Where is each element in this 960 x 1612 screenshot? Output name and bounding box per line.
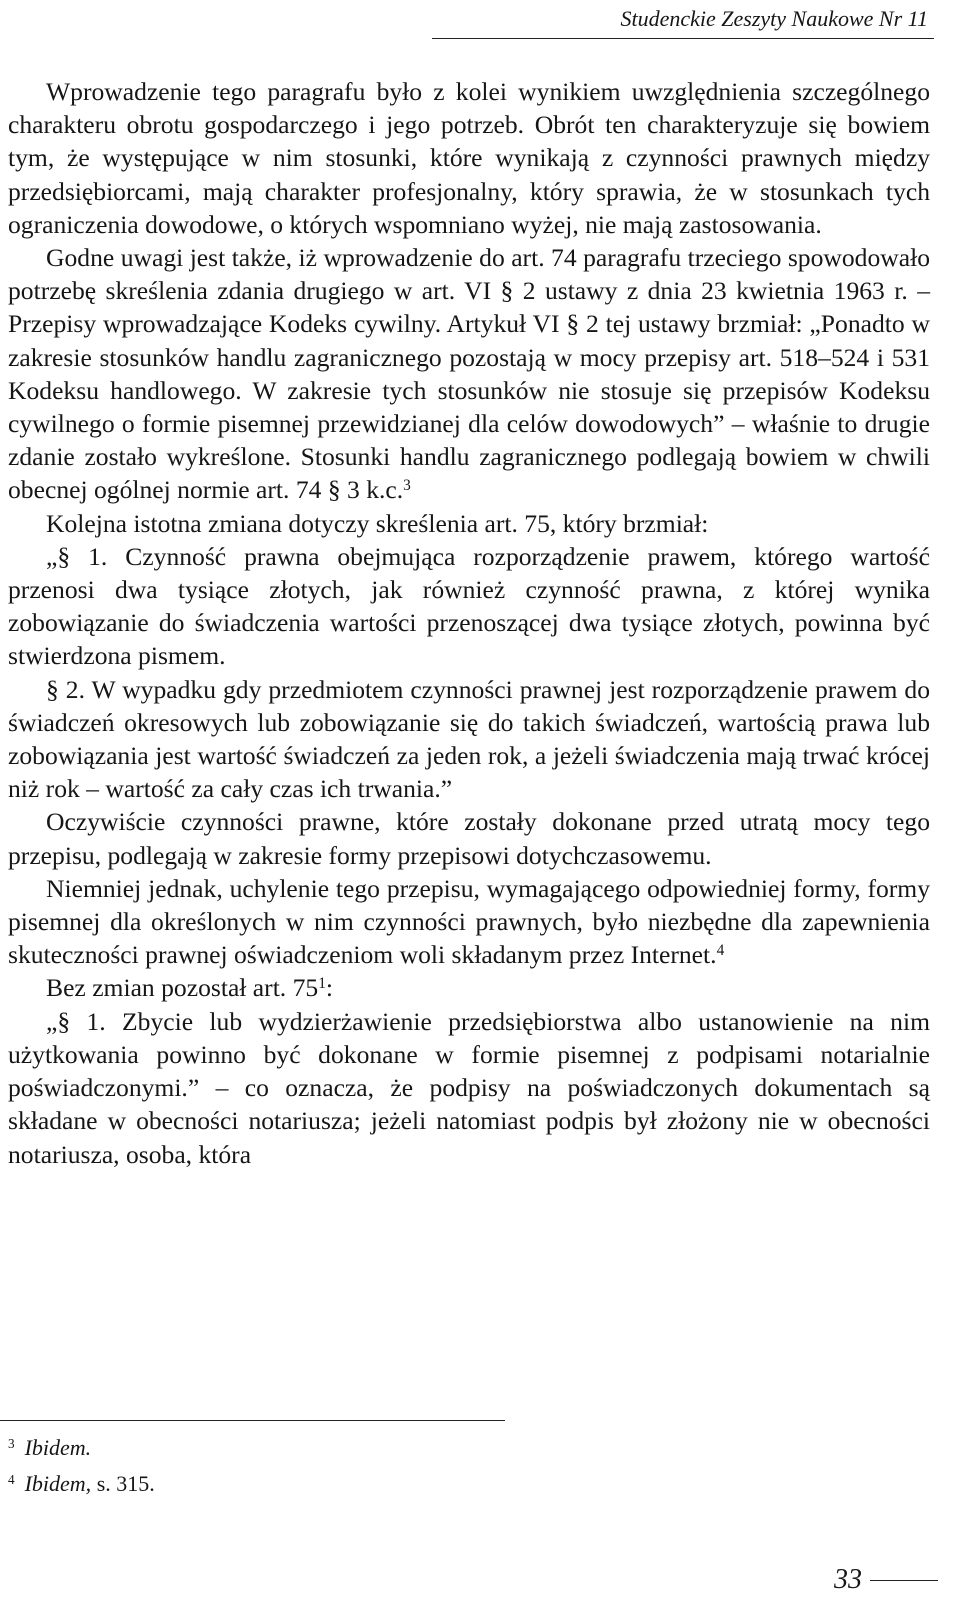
footnote-mark: 3 xyxy=(8,1436,15,1452)
paragraph-6-text: Oczywiście czynności prawne, które zostały dokonane przed utratą mocy tego przepisu, podlegają w zakresie formy przepisowi dotychczasowemu. xyxy=(8,807,930,870)
article-superscript: 1 xyxy=(318,975,326,993)
paragraph-1-text: Wprowadzenie tego paragrafu było z kolei wynikiem uwzględnienia szczególnego charakteru obrotu gospodarczego i jego potrzeb. Obrót ten charakteryzuje się bowiem tym, że występujące w nim stosunki, które wynikają z czynności prawnych między przedsiębiorcami, mają charakter profesjonalny, który sprawia, że w stosunkach tych ograniczenia dowodowe, o których wspomniano wyżej, nie mają zastosowania. xyxy=(8,77,930,239)
paragraph-2-text: Godne uwagi jest także, iż wprowadzenie do art. 74 paragrafu trzeciego spowodowało potrzebę skreślenia zdania drugiego w art. VI § 2 ustawy z dnia 23 kwietnia 1963 r. – Przepisy wprowadzające Kodeks cywilny. Artykuł VI § 2 tej ustawy brzmiał: „Ponadto w zakresie stosunków handlu zagranicznego pozostają w mocy przepisy art. 518–524 i 531 Kodeksu handlowego. W zakresie tych stosunków nie stosuje się przepisów Kodeksu cywilnego o formie pisemnej przewidzianej dla celów dowodowych” – właśnie to drugie zdanie zostało wykreślone. Stosunki handlu zagranicznego podlegają bowiem w chwili obecnej ogólnej normie art. 74 § 3 k.c. xyxy=(8,243,930,505)
header-rule xyxy=(432,38,934,39)
paragraph-3 xyxy=(8,507,930,540)
footnote-ref-4: 4 xyxy=(716,941,725,959)
paragraph-7 xyxy=(8,872,930,972)
paragraph-5-text: § 2. W wypadku gdy przedmiotem czynności prawnej jest rozporządzenie prawem do świadczeń okresowych lub zobowiązanie się do takich świadczeń, wartością prawa lub zobowiązania jest wartość świadczeń za jeden rok, a jeżeli świadczenia mają trwać krócej niż rok – wartość za cały czas ich trwania.” xyxy=(8,674,930,804)
paragraph-5-quote xyxy=(8,673,930,806)
running-header: Studenckie Zeszyty Naukowe Nr 11 xyxy=(620,6,928,31)
paragraph-7-text: Niemniej jednak, uchylenie tego przepisu, wymagającego odpowiedniej formy, formy pisemnej dla określonych w nim czynności prawnych, było niezbędne dla zapewnienia skuteczności prawnej oświadczeniom woli składanym przez Internet. xyxy=(8,873,930,970)
footnote-3 xyxy=(8,1431,155,1467)
paragraph-2 xyxy=(8,241,930,507)
paragraph-1 xyxy=(8,75,930,241)
footnotes xyxy=(8,1431,155,1503)
footnote-rest: s. 315. xyxy=(91,1471,155,1496)
footnote-ref-3: 3 xyxy=(403,477,411,494)
footnote-mark: 4 xyxy=(8,1472,15,1488)
paragraph-8 xyxy=(8,971,930,1004)
paragraph-4-quote xyxy=(8,540,930,673)
paragraph-9-quote xyxy=(8,1005,930,1171)
page-number-rule xyxy=(870,1580,938,1581)
page-number: 33 xyxy=(834,1564,862,1595)
footnote-4 xyxy=(8,1467,155,1503)
body-text xyxy=(8,75,930,1171)
footnote-separator xyxy=(0,1420,505,1421)
footnote-source: Ibidem, xyxy=(24,1471,92,1496)
paragraph-8-colon: : xyxy=(325,973,334,1003)
paragraph-8-text: Bez zmian pozostał art. 75 xyxy=(46,973,319,1003)
page-number-block xyxy=(834,1562,938,1598)
paragraph-6 xyxy=(8,805,930,871)
paragraph-4-text: „§ 1. Czynność prawna obejmująca rozporządzenie prawem, którego wartość przenosi dwa tysiące złotych, jak również czynność prawna, z której wynika zobowiązanie do świadczenia wartości przenoszącej dwa tysiące złotych, powinna być stwierdzona pismem. xyxy=(8,541,930,671)
paragraph-3-text: Kolejna istotna zmiana dotyczy skreślenia art. 75, który brzmiał: xyxy=(46,508,709,538)
footnote-source: Ibidem. xyxy=(24,1435,92,1460)
paragraph-9-text: „§ 1. Zbycie lub wydzierżawienie przedsiębiorstwa albo ustanowienie na nim użytkowania powinno być dokonane w formie pisemnej z podpisami notarialnie poświadczonymi.” – co oznacza, że podpisy na poświadczonych dokumentach są składane w obecności notariusza; jeżeli natomiast podpis był złożony nie w obecności notariusza, osoba, która xyxy=(8,1006,930,1169)
